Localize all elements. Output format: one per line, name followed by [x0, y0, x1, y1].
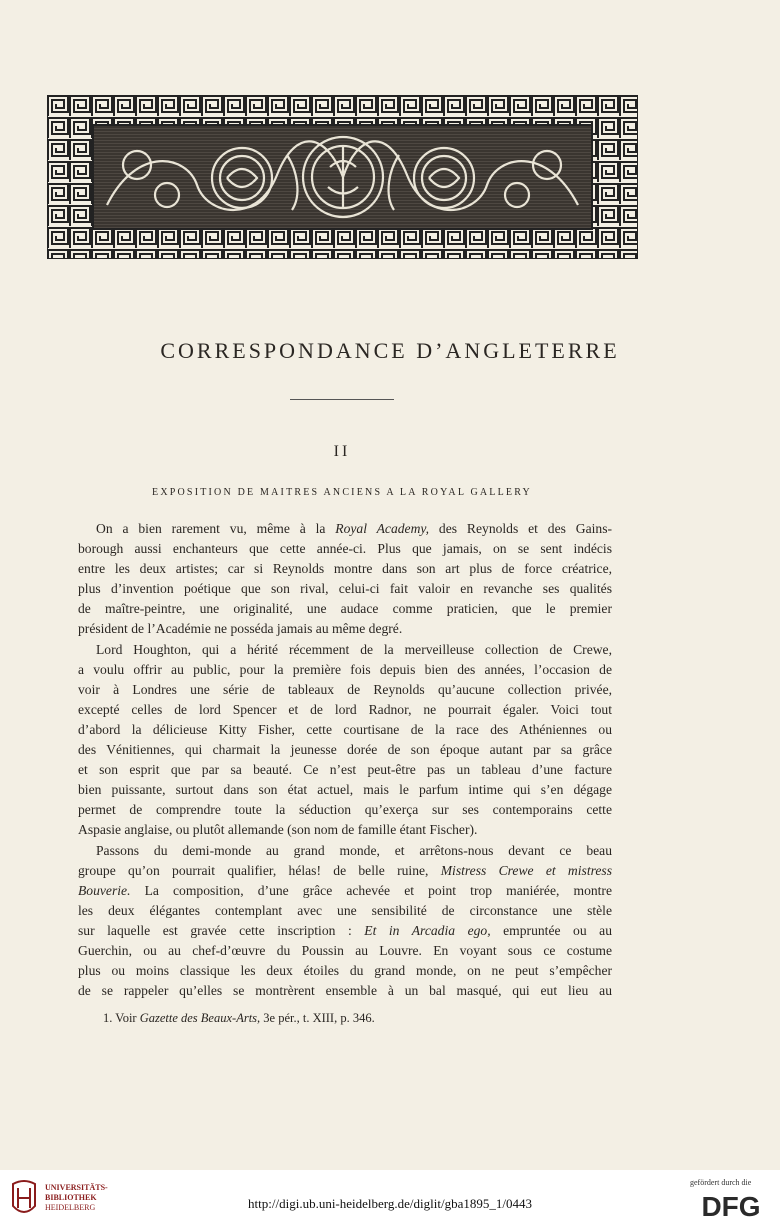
library-name-line: HEIDELBERG	[45, 1203, 96, 1212]
text-line: Aspasie anglaise, ou plutôt allemande (son nom de famille étant Fischer).	[78, 822, 478, 838]
text-run: sur laquelle est gravée cette inscription :	[78, 922, 365, 938]
text-line: et son esprit que par sa beauté. Ce n’est peut-être pas un tableau d’une facture	[78, 762, 612, 778]
text-run: On a bien rarement vu, même à la	[96, 521, 336, 536]
text-line: plus d’invention poétique que son rival, celui-ci fait valoir en revanche ses qualités	[78, 581, 612, 597]
library-name-line: BIBLIOTHEK	[45, 1193, 97, 1202]
library-name-line: UNIVERSITÄTS-	[45, 1183, 108, 1192]
headpiece-ornament-icon	[47, 95, 638, 259]
text-line: borough aussi enchanteurs que cette année-ci. Plus que jamais, on se sent indécis	[78, 541, 612, 557]
text-line: de maître-peintre, une originalité, une audace comme praticien, que le premier	[78, 601, 612, 617]
dfg-logo-text: DFG	[701, 1191, 761, 1220]
text-line: entre les deux artistes; car si Reynolds montre dans son art plus de force créatrice,	[78, 561, 612, 577]
text-run: groupe qu’on pourrait qualifier, hélas! de belle ruine,	[78, 862, 441, 878]
italic-title: Royal Academy,	[335, 521, 430, 536]
paragraph-continuation	[78, 539, 612, 639]
dfg-logo-icon	[693, 1190, 769, 1220]
text-line: a voulu offrir au public, pour la première fois depuis bien des années, l’occasion de	[78, 661, 612, 677]
text-run: empruntée ou au	[490, 922, 613, 938]
paragraph-continuation	[78, 861, 612, 1002]
italic-title: Mistress Crewe et mistress	[440, 862, 612, 878]
paragraph	[78, 640, 612, 660]
text-line: permet de comprendre toute la séduction qu’exerça sur ses contemporains cette	[78, 802, 612, 818]
italic-quote: Et in Arcadia ego,	[364, 922, 491, 938]
italic-title: Gazette des Beaux-Arts,	[139, 1011, 261, 1025]
text-line: voir à Londres une série de tableaux de Reynolds qu’aucune collection privée,	[78, 681, 612, 697]
text-line: Guerchin, ou au chef-d’œuvre du Poussin au Louvre. En voyant sous ce costume	[78, 942, 612, 958]
text-line: de se rappeler qu’elles se montrèrent ensemble à un bal masqué, qui eut lieu au	[78, 983, 612, 999]
text-line: plus ou moins classique les deux étoiles du grand monde, on ne peut s’empêcher	[78, 963, 612, 979]
text-line: des Vénitiennes, qui charmait la jeunesse dorée de son époque autant par sa grâce	[78, 742, 612, 758]
section-subtitle: EXPOSITION DE MAITRES ANCIENS A LA ROYAL GALLERY	[152, 487, 532, 498]
italic-title: Bouverie.	[78, 882, 131, 898]
text-run: des Reynolds et des Gains-	[429, 521, 613, 536]
text-line: d’abord la délicieuse Kitty Fisher, cette courtisane de la race des Athéniennes ou	[78, 721, 612, 737]
paragraph	[78, 519, 612, 539]
text-line: président de l’Académie ne posséda jamais au même degré.	[78, 621, 403, 637]
text-run: 3e pér., t. XIII, p. 346.	[260, 1011, 375, 1025]
text-line: Lord Houghton, qui a hérité récemment de la merveilleuse collection de Crewe,	[96, 641, 612, 657]
section-number: II	[333, 443, 351, 460]
permalink-url[interactable]: http://digi.ub.uni-heidelberg.de/diglit/gba1895_1/0443	[248, 1196, 532, 1211]
paragraph-continuation	[78, 660, 612, 841]
text-line: Passons du demi-monde au grand monde, et arrêtons-nous devant ce beau	[96, 842, 612, 858]
text-line: les deux élégantes contemplant avec une sensibilité de circonstance une stèle	[78, 902, 612, 918]
text-line: bien puissante, surtout dans son état actuel, mais le parfum intime qui s’en dégage	[78, 782, 612, 798]
footnote	[103, 1011, 375, 1026]
funding-note: gefördert durch die	[690, 1178, 752, 1187]
text-run: La composition, d’une grâce achevée et point trop maniérée, montre	[130, 882, 612, 898]
title-divider	[290, 399, 394, 400]
text-line: excepté celles de lord Spencer et de lord Radnor, ne pourrait égaler. Voici tout	[78, 701, 612, 717]
text-run: 1. Voir	[103, 1011, 140, 1025]
article-body	[78, 519, 612, 1001]
article-title: CORRESPONDANCE D’ANGLETERRE	[160, 338, 620, 363]
paragraph	[78, 841, 612, 861]
